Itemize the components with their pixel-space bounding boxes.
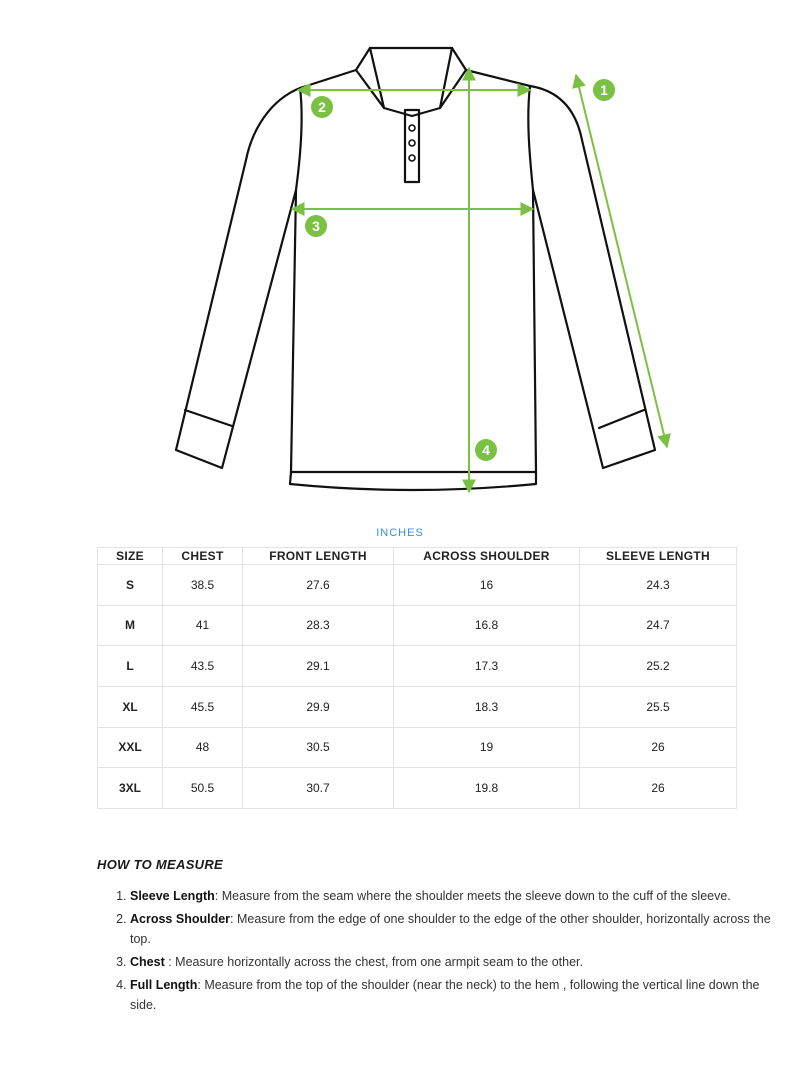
marker-badge-1 [593, 79, 615, 101]
table-cell: 27.6 [243, 565, 394, 606]
list-item [130, 886, 780, 906]
table-cell: 50.5 [163, 768, 243, 809]
marker-badge-3 [305, 215, 327, 237]
table-cell: 26 [580, 727, 737, 768]
table-cell: 3XL [98, 768, 163, 809]
how-to-measure-list [97, 886, 780, 1018]
list-item [130, 952, 780, 972]
step-term: Sleeve Length [130, 889, 215, 903]
table-cell: 16.8 [394, 605, 580, 646]
column-header: FRONT LENGTH [243, 548, 394, 565]
table-cell: 18.3 [394, 686, 580, 727]
step-separator: : [164, 955, 172, 969]
column-header: CHEST [163, 548, 243, 565]
table-cell: 48 [163, 727, 243, 768]
step-separator: : [214, 889, 219, 903]
table-cell: 43.5 [163, 646, 243, 687]
table-row [98, 686, 737, 727]
table-cell: 24.7 [580, 605, 737, 646]
table-cell: 25.2 [580, 646, 737, 687]
table-cell: M [98, 605, 163, 646]
step-text: Measure from the top of the shoulder (near the neck) to the hem , following the vertical line down the side. [130, 978, 760, 1012]
table-cell: 26 [580, 768, 737, 809]
table-cell: 30.5 [243, 727, 394, 768]
how-to-measure-title: HOW TO MEASURE [97, 857, 224, 872]
table-row [98, 646, 737, 687]
table-cell: 45.5 [163, 686, 243, 727]
table-cell: L [98, 646, 163, 687]
marker-label: 3 [312, 218, 320, 234]
table-cell: XXL [98, 727, 163, 768]
placket-button [409, 125, 415, 131]
unit-label: INCHES [376, 527, 424, 539]
placket-button [409, 140, 415, 146]
table-cell: 17.3 [394, 646, 580, 687]
table-cell: 30.7 [243, 768, 394, 809]
table-cell: 28.3 [243, 605, 394, 646]
step-term: Chest [130, 955, 165, 969]
table-cell: 24.3 [580, 565, 737, 606]
list-item [130, 909, 780, 949]
table-cell: 16 [394, 565, 580, 606]
table-header-row [98, 548, 737, 565]
table-row [98, 768, 737, 809]
shirt-outline [176, 48, 655, 490]
step-text: Measure from the edge of one shoulder to the edge of the other shoulder, horizontally across the top. [130, 912, 771, 946]
table-row [98, 565, 737, 606]
column-header: SLEEVE LENGTH [580, 548, 737, 565]
step-text: Measure horizontally across the chest, from one armpit seam to the other. [171, 955, 583, 969]
column-header: SIZE [98, 548, 163, 565]
list-item [130, 975, 780, 1015]
column-header: ACROSS SHOULDER [394, 548, 580, 565]
step-separator: : [230, 912, 234, 926]
measurement-arrows [292, 68, 667, 492]
table-cell: 38.5 [163, 565, 243, 606]
marker-badge-2 [311, 96, 333, 118]
table-cell: XL [98, 686, 163, 727]
marker-label: 4 [482, 442, 490, 458]
table-cell: 25.5 [580, 686, 737, 727]
marker-label: 2 [318, 99, 326, 115]
step-separator: : [197, 978, 201, 992]
step-text: Measure from the seam where the shoulder meets the sleeve down to the cuff of the sleeve. [218, 889, 731, 903]
table-cell: 41 [163, 605, 243, 646]
marker-badge-4 [475, 439, 497, 461]
marker-label: 1 [600, 82, 608, 98]
placket-buttons [409, 125, 415, 161]
table-cell: 19 [394, 727, 580, 768]
table-cell: 29.1 [243, 646, 394, 687]
step-term: Full Length [130, 978, 198, 992]
shirt-measurement-diagram [0, 0, 800, 510]
step-term: Across Shoulder [130, 912, 231, 926]
table-cell: S [98, 565, 163, 606]
table-row [98, 727, 737, 768]
table-row [98, 605, 737, 646]
table-cell: 29.9 [243, 686, 394, 727]
table-cell: 19.8 [394, 768, 580, 809]
size-chart-table [97, 547, 737, 809]
sleeve-length-arrow [576, 75, 667, 447]
placket-button [409, 155, 415, 161]
